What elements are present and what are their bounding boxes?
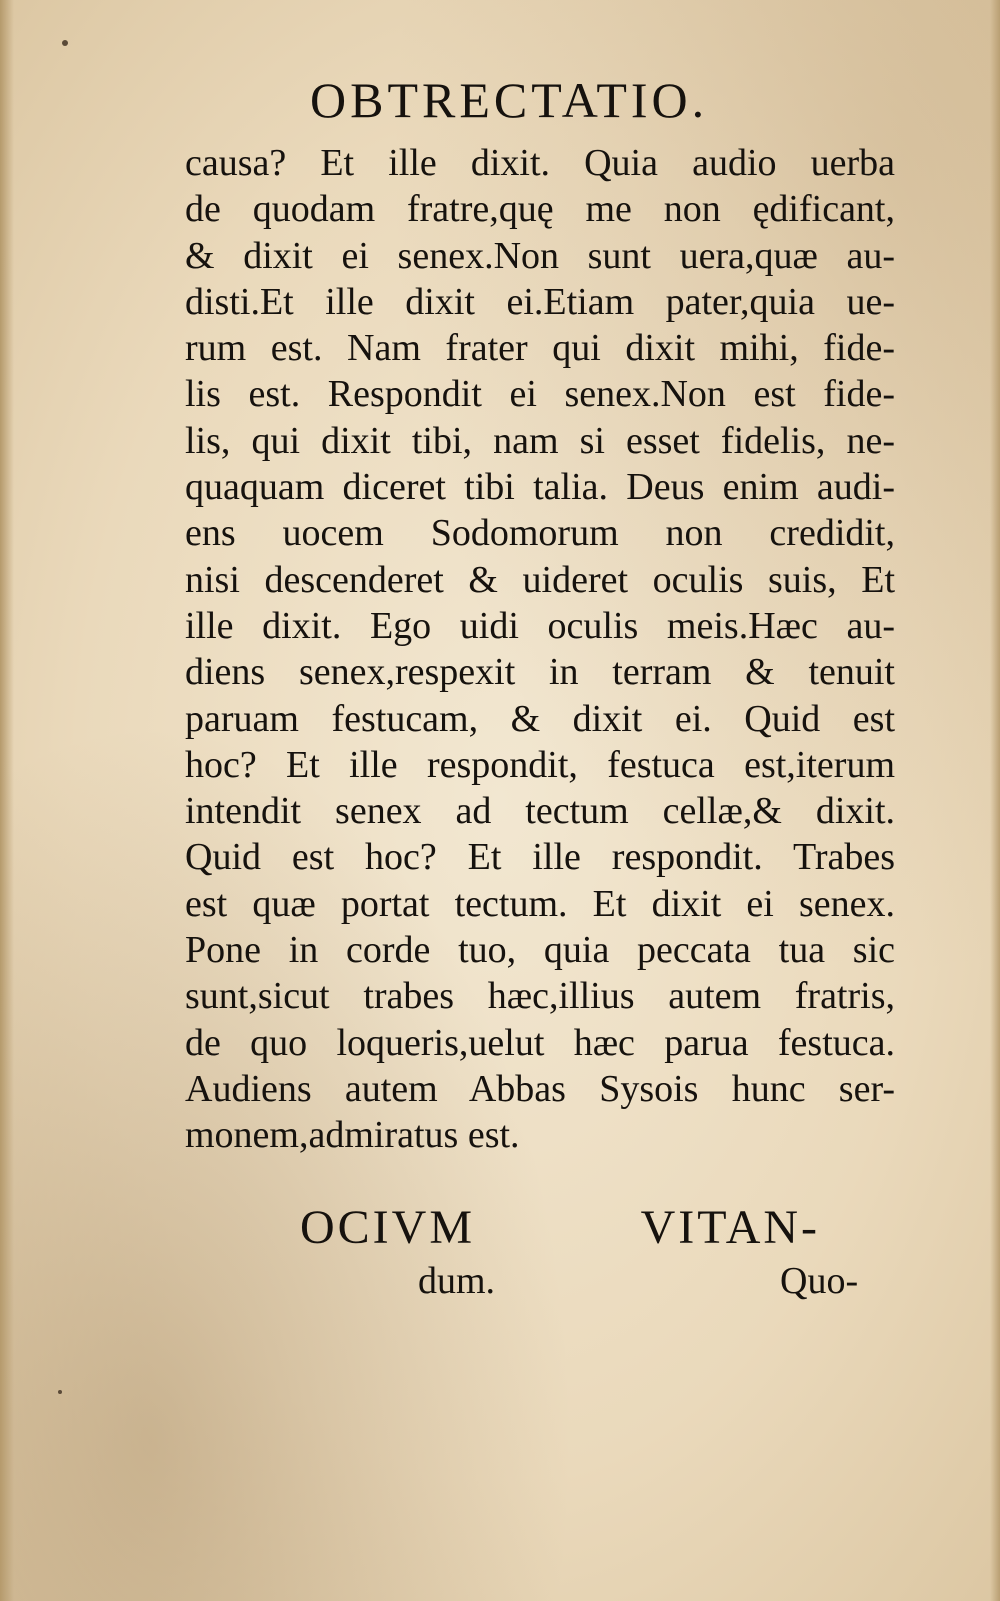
text-line: ens uocem Sodomorum non credidit, [185, 512, 895, 555]
page-edge-left [0, 0, 14, 1601]
text-line: Quid est hoc? Et ille respondit. Trabes [185, 836, 895, 879]
text-line: est quæ portat tectum. Et dixit ei senex. [185, 882, 895, 925]
ink-speck [62, 40, 68, 46]
text-line: paruam festucam, & dixit ei. Quid est [185, 697, 895, 740]
text-line: lis, qui dixit tibi, nam si esset fidelis, ne- [185, 419, 895, 462]
ink-speck [58, 1390, 62, 1394]
text-line: rum est. Nam frater qui dixit mihi, fide- [185, 327, 895, 370]
text-line: nisi descenderet & uideret oculis suis, Et [185, 558, 895, 601]
text-line: Audiens autem Abbas Sysois hunc ser- [185, 1067, 895, 1110]
text-line: ille dixit. Ego uidi oculis meis.Hæc au- [185, 604, 895, 647]
text-line: causa? Et ille dixit. Quia audio uerba [185, 142, 895, 184]
body-text [185, 140, 895, 1159]
running-head: OBTRECTATIO. [310, 72, 709, 128]
text-line: sunt,sicut trabes hæc,illius autem fratris, [185, 975, 895, 1018]
text-line: monem,admiratus est. [185, 1114, 520, 1157]
text-line: intendit senex ad tectum cellæ,& dixit. [185, 790, 895, 833]
catchword: Quo- [780, 1260, 859, 1302]
section-heading-continuation: dum. [418, 1260, 496, 1302]
text-line: hoc? Et ille respondit, festuca est,iterum [185, 743, 895, 786]
text-line: de quodam fratre,quę me non ędificant, [185, 188, 895, 231]
text-line: quaquam diceret tibi talia. Deus enim audi- [185, 466, 895, 509]
text-line: Pone in corde tuo, quia peccata tua sic [185, 929, 895, 972]
page-edge-right [990, 0, 1000, 1601]
section-heading: OCIVM VITAN- [300, 1201, 820, 1254]
text-line: disti.Et ille dixit ei.Etiam pater,quia ue- [185, 280, 895, 323]
text-line: diens senex,respexit in terram & tenuit [185, 651, 895, 694]
text-line: lis est. Respondit ei senex.Non est fide- [185, 373, 895, 416]
text-line: de quo loqueris,uelut hæc parua festuca. [185, 1021, 895, 1064]
text-line: & dixit ei senex.Non sunt uera,quæ au- [185, 234, 895, 277]
